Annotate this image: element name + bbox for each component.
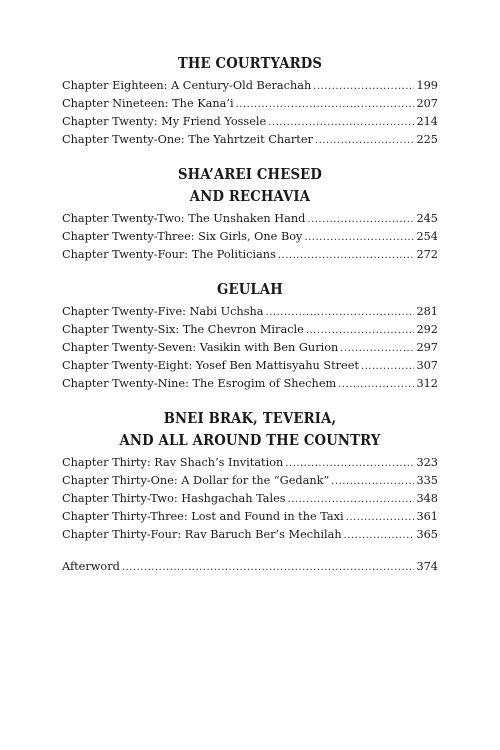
toc-entry-title: Chapter Thirty-Four: Rav Baruch Ber’s Mechilah bbox=[62, 528, 342, 541]
toc-entry bbox=[62, 246, 438, 264]
dot-leader bbox=[344, 527, 415, 545]
dot-leader bbox=[338, 376, 414, 394]
toc-list bbox=[62, 77, 438, 149]
toc-entry bbox=[62, 210, 438, 228]
dot-leader bbox=[122, 559, 415, 577]
dot-leader bbox=[313, 78, 414, 96]
toc-entry bbox=[62, 228, 438, 246]
section-title-line: BNEI BRAK, TEVERIA, bbox=[163, 409, 337, 427]
toc-entry-page: 199 bbox=[416, 79, 438, 92]
dot-leader bbox=[346, 509, 415, 527]
toc-entry-title: Chapter Twenty-Two: The Unshaken Hand bbox=[62, 212, 306, 225]
toc-entry-title: Chapter Nineteen: The Kana’i bbox=[62, 97, 234, 110]
section-title bbox=[67, 407, 433, 451]
toc-entry-page: 348 bbox=[416, 492, 438, 505]
toc-entry-page: 374 bbox=[416, 560, 438, 573]
toc-entry-title: Chapter Twenty-Six: The Chevron Miracle bbox=[62, 323, 304, 336]
section-bnei-brak bbox=[62, 407, 438, 544]
toc-entry bbox=[62, 472, 438, 490]
toc-entry-page: 361 bbox=[416, 510, 438, 523]
dot-leader bbox=[285, 455, 414, 473]
toc-entry-title: Afterword bbox=[62, 560, 120, 573]
toc-entry-title: Chapter Twenty-Five: Nabi Uchsha bbox=[62, 305, 264, 318]
toc-content bbox=[62, 52, 438, 576]
dot-leader bbox=[306, 322, 415, 340]
toc-entry-title: Chapter Thirty: Rav Shach’s Invitation bbox=[62, 456, 284, 469]
toc-entry-page: 245 bbox=[416, 212, 438, 225]
toc-entry-page: 281 bbox=[416, 305, 438, 318]
section-shaarei-chesed bbox=[62, 163, 438, 264]
section-title-line: SHA’AREI CHESED bbox=[177, 165, 323, 183]
toc-entry-page: 272 bbox=[416, 248, 438, 261]
toc-entry bbox=[62, 490, 438, 508]
toc-entry-title: Chapter Twenty-One: The Yahrtzeit Charter bbox=[62, 133, 313, 146]
dot-leader bbox=[331, 473, 414, 491]
toc-entry-title: Chapter Thirty-One: A Dollar for the “Gedank” bbox=[62, 474, 330, 487]
toc-entry bbox=[62, 375, 438, 393]
toc-entry-page: 307 bbox=[416, 359, 438, 372]
section-title-line: GEULAH bbox=[217, 280, 283, 298]
toc-entry-afterword bbox=[62, 558, 438, 576]
section-title-line: AND RECHAVIA bbox=[189, 187, 311, 205]
toc-entry bbox=[62, 508, 438, 526]
toc-entry bbox=[62, 95, 438, 113]
dot-leader bbox=[236, 96, 415, 114]
toc-entry bbox=[62, 357, 438, 375]
toc-entry-page: 297 bbox=[416, 341, 438, 354]
toc-entry-page: 225 bbox=[416, 133, 438, 146]
toc-entry bbox=[62, 339, 438, 357]
toc-entry-page: 323 bbox=[416, 456, 438, 469]
toc-entry bbox=[62, 454, 438, 472]
toc-entry-page: 365 bbox=[416, 528, 438, 541]
dot-leader bbox=[315, 132, 415, 150]
toc-entry bbox=[62, 526, 438, 544]
toc-list bbox=[62, 210, 438, 264]
section-geulah bbox=[62, 278, 438, 393]
toc-entry-page: 335 bbox=[416, 474, 438, 487]
toc-entry bbox=[62, 131, 438, 149]
toc-entry-page: 292 bbox=[416, 323, 438, 336]
section-title-line: THE COURTYARDS bbox=[177, 54, 323, 72]
dot-leader bbox=[361, 358, 415, 376]
section-title bbox=[67, 163, 433, 207]
toc-entry-title: Chapter Twenty-Nine: The Esrogim of Shechem bbox=[62, 377, 337, 390]
dot-leader bbox=[266, 304, 415, 322]
toc-entry-title: Chapter Twenty-Eight: Yosef Ben Mattisyahu Street bbox=[62, 359, 359, 372]
toc-entry bbox=[62, 303, 438, 321]
toc-entry-title: Chapter Thirty-Two: Hashgachah Tales bbox=[62, 492, 286, 505]
dot-leader bbox=[268, 114, 414, 132]
toc-entry-title: Chapter Twenty: My Friend Yossele bbox=[62, 115, 267, 128]
toc-entry-title: Chapter Twenty-Three: Six Girls, One Boy bbox=[62, 230, 303, 243]
toc-entry bbox=[62, 113, 438, 131]
toc-entry bbox=[62, 77, 438, 95]
toc-entry bbox=[62, 321, 438, 339]
dot-leader bbox=[307, 211, 414, 229]
toc-entry-page: 254 bbox=[416, 230, 438, 243]
toc-entry-title: Chapter Twenty-Four: The Politicians bbox=[62, 248, 276, 261]
toc-entry-title: Chapter Twenty-Seven: Vasikin with Ben Gurion bbox=[62, 341, 339, 354]
dot-leader bbox=[278, 247, 415, 265]
section-title bbox=[67, 52, 433, 74]
section-title bbox=[67, 278, 433, 300]
toc-entry-title: Chapter Thirty-Three: Lost and Found in the Taxi bbox=[62, 510, 344, 523]
toc-entry-page: 207 bbox=[416, 97, 438, 110]
dot-leader bbox=[288, 491, 415, 509]
dot-leader bbox=[304, 229, 414, 247]
dot-leader bbox=[340, 340, 414, 358]
toc-entry-title: Chapter Eighteen: A Century-Old Berachah bbox=[62, 79, 312, 92]
toc-entry-page: 214 bbox=[416, 115, 438, 128]
toc-entry-page: 312 bbox=[416, 377, 438, 390]
toc-list bbox=[62, 303, 438, 393]
toc-list bbox=[62, 454, 438, 544]
section-courtyards bbox=[62, 52, 438, 149]
section-title-line: AND ALL AROUND THE COUNTRY bbox=[119, 431, 381, 449]
